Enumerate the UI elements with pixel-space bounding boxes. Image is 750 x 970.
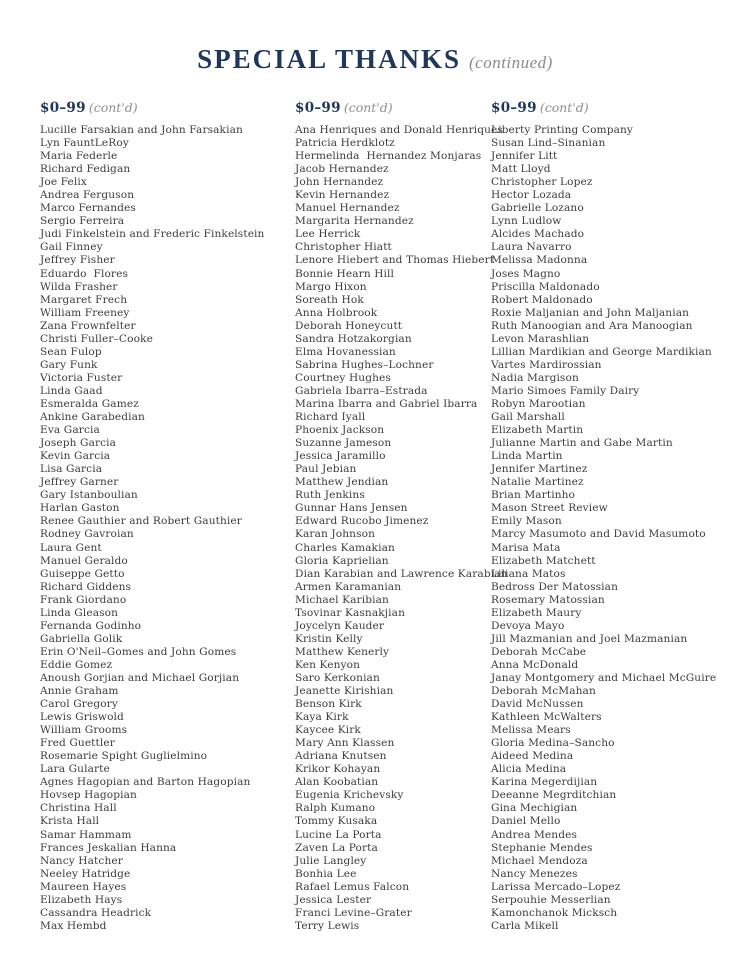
donor-name-list [40,124,295,933]
donor-name: Lenore Hiebert and Thomas Hiebert [295,254,495,267]
donor-name: Bonhia Lee [295,867,357,880]
donor-column-3 [491,97,750,933]
donor-name: Karan Johnson [295,528,376,541]
donor-name: Wilda Frasher [40,280,118,293]
donor-name: Marina Ibarra and Gabriel Ibarra [295,397,478,410]
donor-name: Jessica Jaramillo [295,450,386,463]
donor-name: Jeanette Kirishian [295,685,394,698]
donor-name: Bedross Der Matossian [491,580,619,593]
donor-name: Richard Fedigan [40,163,131,176]
donor-name: Guiseppe Getto [40,567,125,580]
donor-name: Lynn Ludlow [491,215,562,228]
donor-name: Frances Jeskalian Hanna [40,841,177,854]
donor-name: Mason Street Review [491,502,608,515]
donor-name: Nancy Menezes [491,867,578,880]
donor-name: Paul Jebian [295,463,357,476]
donor-name: Hovsep Hagopian [40,789,137,802]
tier-label: $0–99 [40,100,86,116]
donor-name: Natalie Martinez [491,476,584,489]
donor-name: Matthew Jendian [295,476,389,489]
donor-name: Emily Mason [491,515,562,528]
donor-name: Carla Mikell [491,919,559,932]
donor-name: Karina Megerdijian [491,776,598,789]
donor-name: Anna Holbrook [295,306,378,319]
donor-name: Saro Kerkonian [295,671,380,684]
tier-label: $0–99 [295,100,341,116]
donor-name: Soreath Hok [295,293,364,306]
donor-name: Robert Maldonado [491,293,593,306]
donor-name: Liberty Printing Company [491,124,634,136]
donor-name: Nadia Margison [491,371,579,384]
donor-name: Linda Gleason [40,606,119,619]
donor-name: Sergio Ferreira [40,215,125,228]
donor-name: Richard Iyall [295,411,366,424]
donor-name: Hermelinda Hernandez Monjaras [295,150,482,163]
donor-name: Elizabeth Martin [491,424,584,437]
donor-name: Nancy Hatcher [40,854,123,867]
donor-name: Rafael Lemus Falcon [295,880,410,893]
donor-name: Christi Fuller–Cooke [40,332,153,345]
donor-name: Sandra Hotzakorgian [295,332,412,345]
donor-name: Alan Koobatian [295,776,379,789]
donor-name: Anna McDonald [491,658,579,671]
donor-name: Andrea Mendes [491,828,577,841]
donor-name: David McNussen [491,698,584,711]
donor-name: Gabriela Ibarra–Estrada [295,384,428,397]
column-header [295,97,491,116]
donor-name: Neeley Hatridge [40,867,131,880]
donor-name: Kevin Hernandez [295,189,390,202]
donor-name: Ken Kenyon [295,658,360,671]
donor-name: Margaret Frech [40,293,128,306]
donor-name: Daniel Mello [491,815,561,828]
donor-name: Alcides Machado [491,228,585,241]
donor-name-list [295,124,508,933]
donor-columns [40,97,750,933]
column-header [491,97,750,116]
donor-name: Gail Marshall [491,411,565,424]
donor-name: Jeffrey Fisher [40,254,115,267]
donor-name: Vartes Mardirossian [491,358,602,371]
donor-name: Phoenix Jackson [295,424,385,437]
donor-name: Ruth Jenkins [295,489,365,502]
donor-name: Adriana Knutsen [295,750,387,763]
donor-name: Melissa Madonna [491,254,588,267]
donor-name: Tommy Kusaka [295,815,378,828]
page-title-main: SPECIAL THANKS [197,44,461,74]
donor-name: Terry Lewis [295,919,360,932]
tier-contd-label: (cont'd) [539,100,589,115]
donor-name: Ralph Kumano [295,802,376,815]
donor-name: Elma Hovanessian [295,345,396,358]
donor-name: Suzanne Jameson [295,437,392,450]
donor-name: Gloria Kaprielian [295,554,389,567]
donor-name: Victoria Fuster [40,371,123,384]
donor-name: Harlan Gaston [40,502,120,515]
donor-name: Gunnar Hans Jensen [295,502,408,515]
donor-name: Jacob Hernandez [295,163,389,176]
donor-name: Eduardo Flores [40,267,128,280]
donor-name: Lucille Farsakian and John Farsakian [40,124,243,136]
donor-name: Manuel Hernandez [295,202,400,215]
donor-name: Elizabeth Hays [40,893,123,906]
donor-name: Zaven La Porta [295,841,378,854]
donor-name: Krista Hall [40,815,100,828]
donor-name: Zana Frownfelter [40,319,136,332]
donor-name: Michael Karibian [295,593,389,606]
donor-name: Jill Mazmanian and Joel Mazmanian [491,632,688,645]
donor-name: Linda Martin [491,450,563,463]
donor-name: Richard Giddens [40,580,132,593]
donor-name: Levon Marashlian [491,332,590,345]
donor-name: Eva Garcia [40,424,100,437]
donor-name: Gary Funk [40,358,98,371]
donor-name: Larissa Mercado–Lopez [491,880,621,893]
donor-name: Julianne Martin and Gabe Martin [491,437,673,450]
donor-name: Hector Lozada [491,189,572,202]
column-header [40,97,295,116]
donor-name: Rosemarie Spight Guglielmino [40,750,208,763]
donor-name: Eddie Gomez [40,658,113,671]
donor-name: Devoya Mayo [491,619,565,632]
donor-name: Aideed Medina [491,750,574,763]
donor-name: Deborah McCabe [491,645,587,658]
donor-name: Manuel Geraldo [40,554,128,567]
donor-name: Kaya Kirk [295,711,349,724]
donor-name: Ruth Manoogian and Ara Manoogian [491,319,693,332]
donor-name: Roxie Maljanian and John Maljanian [491,306,690,319]
donor-name: Charles Kamakian [295,541,395,554]
donor-name: Christopher Lopez [491,176,593,189]
donor-name: Maureen Hayes [40,880,127,893]
donor-name: Joseph Garcia [40,437,117,450]
donor-name: Rodney Gavroian [40,528,134,541]
donor-name: Carol Gregory [40,698,118,711]
donor-name: Sean Fulop [40,345,102,358]
donor-name: Franci Levine–Grater [295,906,412,919]
donor-name: Marisa Mata [491,541,561,554]
donor-name: Maria Federle [40,150,118,163]
donor-name: Joycelyn Kauder [295,619,385,632]
donor-name: Jeffrey Garner [40,476,119,489]
donor-name: Margarita Hernandez [295,215,414,228]
donor-name: Annie Graham [40,685,119,698]
donor-name: Agnes Hagopian and Barton Hagopian [40,776,251,789]
donor-name: Eugenia Krichevsky [295,789,404,802]
donor-name: Lee Herrick [295,228,361,241]
donor-name: Cassandra Headrick [40,906,152,919]
donor-name: Bonnie Hearn Hill [295,267,395,280]
donor-name: Mario Simoes Family Dairy [491,384,640,397]
donor-name: Rosemary Matossian [491,593,605,606]
donor-name: Laura Gent [40,541,102,554]
donor-name: Gina Mechigian [491,802,578,815]
donor-name: Kristin Kelly [295,632,363,645]
donor-name: Patricia Herdklotz [295,137,395,150]
donor-name: Judi Finkelstein and Frederic Finkelstein [40,228,265,241]
page-title [0,0,750,75]
donor-name: Serpouhie Messerlian [491,893,611,906]
donor-name: Michael Mendoza [491,854,588,867]
donor-name: Gail Finney [40,241,103,254]
donor-name: Erin O'Neil–Gomes and John Gomes [40,645,237,658]
donor-name: Kaycee Kirk [295,724,361,737]
donor-name: Lillian Mardikian and George Mardikian [491,345,712,358]
donor-name: Deborah McMahan [491,685,596,698]
donor-name: Linda Gaad [40,384,103,397]
donor-name: Christina Hall [40,802,117,815]
donor-name: Renee Gauthier and Robert Gauthier [40,515,242,528]
tier-label: $0–99 [491,100,537,116]
donor-name: Fernanda Godinho [40,619,142,632]
donor-name: Ankine Garabedian [40,411,145,424]
donor-name: Lucine La Porta [295,828,382,841]
donor-name: Gary Istanboulian [40,489,138,502]
donor-name: Christopher Hiatt [295,241,392,254]
donor-name: Kevin Garcia [40,450,111,463]
donor-name: Joses Magno [491,267,561,280]
donor-name: Andrea Ferguson [40,189,135,202]
donor-name: Gabrielle Lozano [491,202,584,215]
tier-contd-label: (cont'd) [88,100,138,115]
donor-name: Dian Karabian and Lawrence Karabian [295,567,508,580]
donor-name: William Grooms [40,724,128,737]
donor-name: Melissa Mears [491,724,571,737]
donor-name: Priscilla Maldonado [491,280,600,293]
donor-name: Janay Montgomery and Michael McGuire [491,671,717,684]
donor-name: Esmeralda Gamez [40,397,139,410]
donor-name: Lewis Griswold [40,711,124,724]
donor-name: Lara Gularte [40,763,110,776]
donor-name: Deborah Honeycutt [295,319,403,332]
donor-name: Ana Henriques and Donald Henriques [295,124,503,136]
donor-name: Julie Langley [295,854,367,867]
donor-name: Max Hembd [40,919,107,932]
donor-name: Frank Giordano [40,593,127,606]
donor-name: Liliana Matos [491,567,566,580]
donor-name: Courtney Hughes [295,371,391,384]
donor-name: Stephanie Mendes [491,841,593,854]
donor-name: Elizabeth Maury [491,606,582,619]
donor-name: Mary Ann Klassen [295,737,395,750]
donor-name: Gloria Medina–Sancho [491,737,615,750]
donor-name: Fred Guettler [40,737,115,750]
donor-name: Laura Navarro [491,241,572,254]
tier-contd-label: (cont'd) [343,100,393,115]
donor-name: Robyn Marootian [491,397,586,410]
donor-name: Krikor Kohayan [295,763,381,776]
donor-name: Jennifer Martinez [491,463,588,476]
donor-name: Joe Felix [40,176,87,189]
donor-name: Kathleen McWalters [491,711,602,724]
donor-name: Brian Martinho [491,489,576,502]
donor-name: Marco Fernandes [40,202,136,215]
page-title-suffix: (continued) [468,53,553,72]
donor-column-1 [40,97,295,933]
donor-name: Alicia Medina [491,763,567,776]
donor-name: Lyn FauntLeRoy [40,137,129,150]
donor-name: Lisa Garcia [40,463,103,476]
donor-name: Gabriella Golik [40,632,123,645]
donor-name: Susan Lind–Sinanian [491,137,606,150]
donor-name: John Hernandez [295,176,384,189]
donor-name: Elizabeth Matchett [491,554,596,567]
donor-name: Tsovinar Kasnakjian [295,606,405,619]
donor-name: Matthew Kenerly [295,645,390,658]
donor-name: Armen Karamanian [295,580,402,593]
donor-name: Benson Kirk [295,698,362,711]
donor-name: Jennifer Litt [491,150,558,163]
donor-name: Margo Hixon [295,280,367,293]
donor-name: Marcy Masumoto and David Masumoto [491,528,706,541]
donor-column-2 [295,97,508,933]
donor-name: Edward Rucobo Jimenez [295,515,429,528]
donor-name: Deeanne Megrditchian [491,789,617,802]
donor-name: Samar Hammam [40,828,132,841]
donor-name: Jessica Lester [295,893,372,906]
donor-name: Kamonchanok Micksch [491,906,618,919]
donor-name: Matt Lloyd [491,163,551,176]
donor-name: Anoush Gorjian and Michael Gorjian [40,671,240,684]
donor-name: William Freeney [40,306,130,319]
donor-name: Sabrina Hughes–Lochner [295,358,434,371]
donor-name-list [491,124,750,933]
